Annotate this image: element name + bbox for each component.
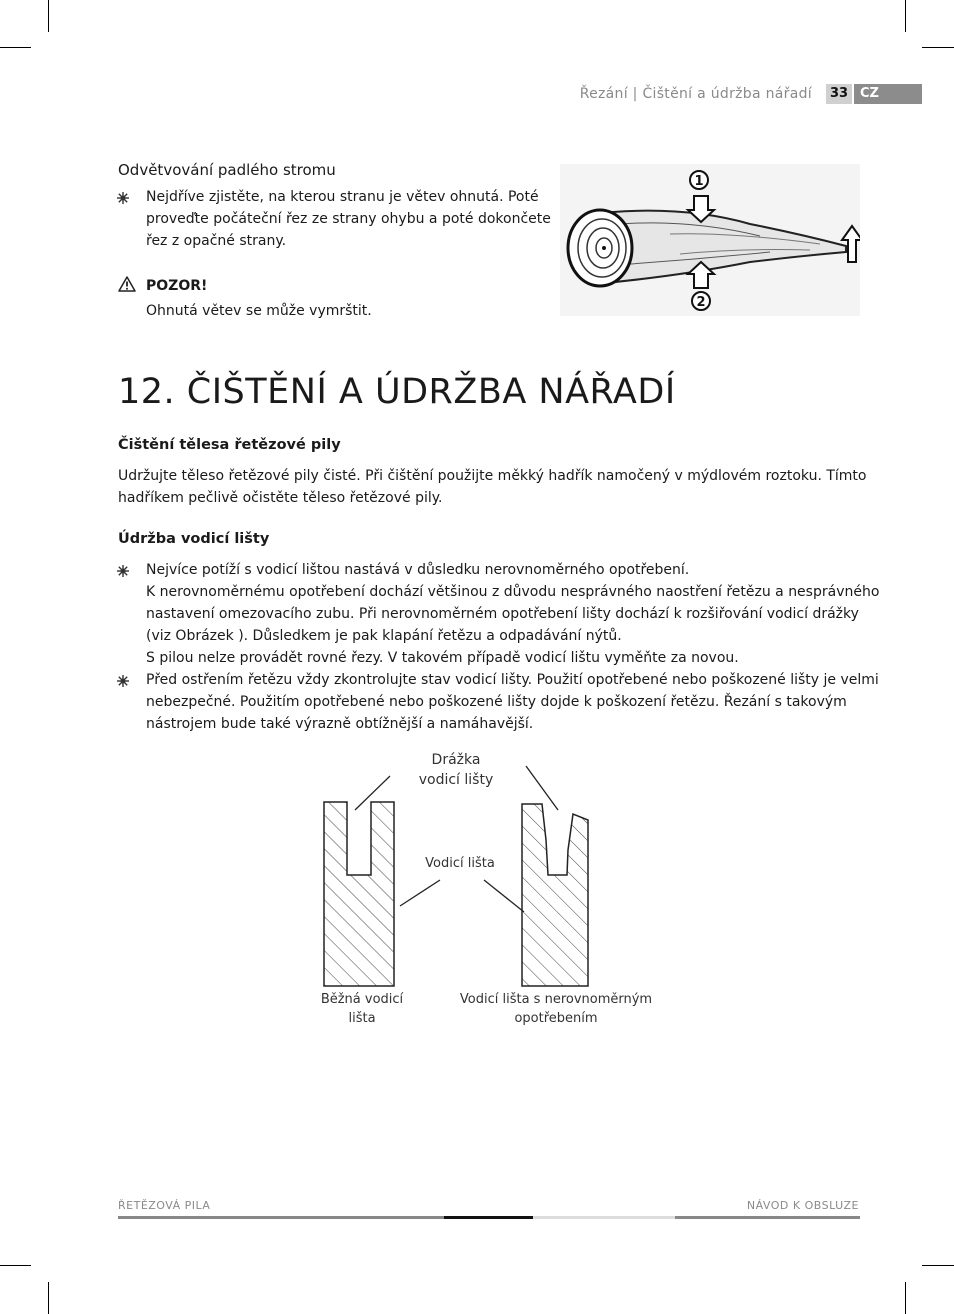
page-number: 33 xyxy=(826,84,852,104)
crop-mark xyxy=(905,0,906,32)
text-line: Před ostřením řetězu vždy zkontrolujte stav vodicí lišty. Použití opotřebené nebo poškozené lišty je velmi xyxy=(146,672,879,688)
worn-bar-label xyxy=(440,990,672,1028)
groove-label xyxy=(396,750,516,790)
text-line: nástrojem bude také výrazně obtížnější a namáhavější. xyxy=(146,716,534,732)
header-section-title: Řezání | Čištění a údržba nářadí xyxy=(579,86,812,102)
warning-icon xyxy=(118,276,136,296)
text-line: Udržujte těleso řetězové pily čisté. Při čištění použijte měkký hadřík namočený v mýdlovém roztoku. Tímto xyxy=(118,468,867,484)
guide-bar-bullet-1 xyxy=(146,559,879,669)
marker-1: 1 xyxy=(694,174,704,189)
crop-mark xyxy=(48,1282,49,1314)
footer-doc-type: NÁVOD K OBSLUZE xyxy=(746,1199,859,1212)
footer-rule xyxy=(533,1216,675,1219)
footer-rule xyxy=(118,1216,444,1219)
crop-mark xyxy=(922,47,954,48)
text-line: Drážka xyxy=(431,752,481,768)
text-line: S pilou nelze provádět rovné řezy. V takovém případě vodicí lištu vyměňte za novou. xyxy=(146,650,739,666)
crop-mark xyxy=(0,1265,31,1266)
text-line: (viz Obrázek ). Důsledkem je pak klapání řetězu a odpadávání nýtů. xyxy=(146,628,622,644)
bullet-icon xyxy=(117,675,129,687)
text-line: řez z opačné strany. xyxy=(146,233,287,249)
chapter-title: 12. ČIŠTĚNÍ A ÚDRŽBA NÁŘADÍ xyxy=(118,372,676,412)
text-line: nebezpečné. Použitím opotřebené nebo poškozené lišty dojde k poškození řetězu. Řezání s takovým xyxy=(146,694,847,710)
intro-bullet-text xyxy=(146,186,551,252)
footer-product: ŘETĚZOVÁ PILA xyxy=(118,1199,211,1212)
marker-2: 2 xyxy=(696,295,706,310)
warning-text: Ohnutá větev se může vymrštit. xyxy=(146,303,372,319)
text-line: lišta xyxy=(348,1011,376,1026)
text-line: hadříkem pečlivě očistěte těleso řetězové pily. xyxy=(118,490,443,506)
crop-mark xyxy=(905,1282,906,1314)
warning-label: POZOR! xyxy=(146,278,208,294)
crop-mark xyxy=(48,0,49,32)
bullet-icon xyxy=(117,192,129,204)
language-badge: CZ xyxy=(854,84,922,104)
text-line: Běžná vodicí xyxy=(320,992,404,1007)
footer-rule xyxy=(675,1216,860,1219)
crop-mark xyxy=(0,47,31,48)
text-line: opotřebením xyxy=(514,1011,598,1026)
normal-bar-label xyxy=(302,990,422,1028)
cleaning-text xyxy=(118,465,866,509)
text-line: K nerovnoměrnému opotřebení dochází většinou z důvodu nesprávného naostření řetězu a nesprávného xyxy=(146,584,880,600)
text-line: proveďte počáteční řez ze strany ohybu a poté dokončete xyxy=(146,211,551,227)
log-bending-illustration xyxy=(560,164,860,316)
text-line: Nejdříve zjistěte, na kterou stranu je větev ohnutá. Poté xyxy=(146,189,539,205)
guide-bar-heading: Údržba vodicí lišty xyxy=(118,531,270,547)
text-line: Nejvíce potíží s vodicí lištou nastává v důsledku nerovnoměrného opotřebení. xyxy=(146,562,690,578)
cleaning-heading: Čištění tělesa řetězové pily xyxy=(118,437,341,453)
text-line: vodicí lišty xyxy=(418,772,494,788)
guide-bar-bullet-2 xyxy=(146,669,879,735)
crop-mark xyxy=(922,1265,954,1266)
text-line: Vodicí lišta s nerovnoměrným xyxy=(459,992,653,1007)
bar-label: Vodicí lišta xyxy=(425,856,495,871)
footer-rule xyxy=(444,1216,533,1219)
intro-heading: Odvětvování padlého stromu xyxy=(118,161,336,179)
bullet-icon xyxy=(117,565,129,577)
text-line: nastavení omezovacího zubu. Při nerovnoměrném opotřebení lišty dochází k rozšiřování vodicí drážky xyxy=(146,606,859,622)
